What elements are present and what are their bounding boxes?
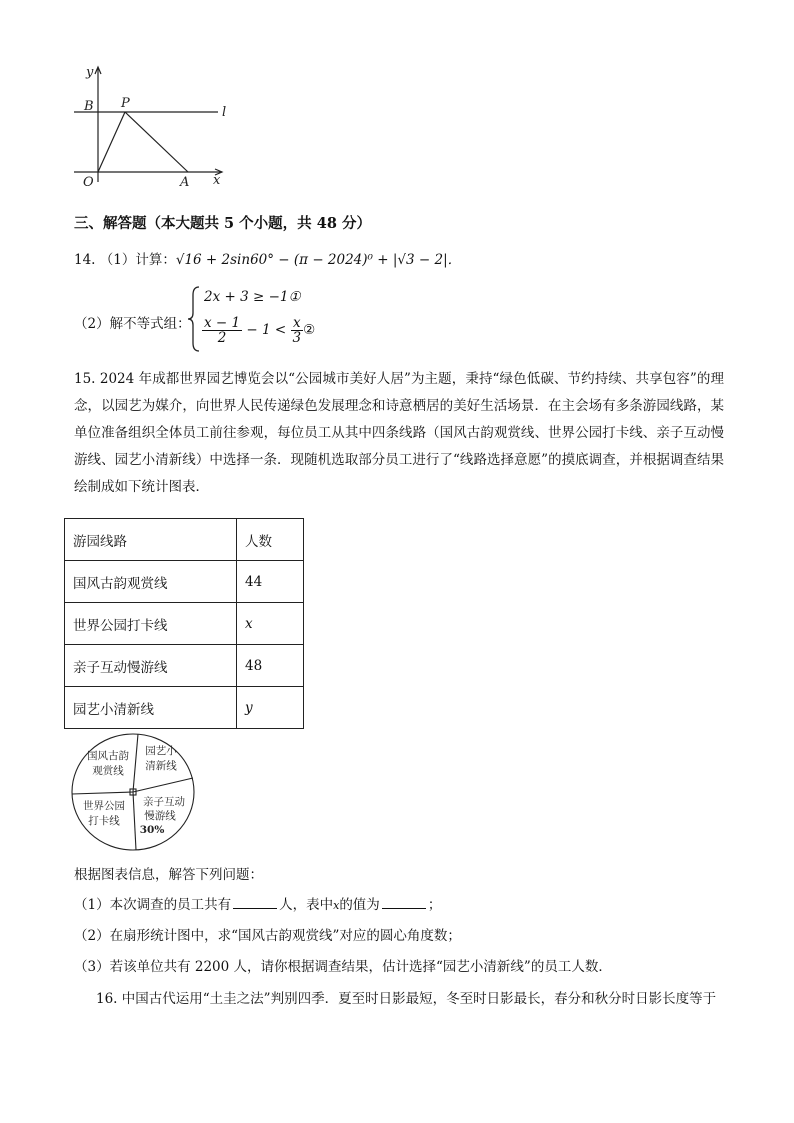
label-A: A: [180, 175, 190, 190]
table-cell: 亲子互动慢游线: [65, 645, 237, 687]
pie-divider-left: [72, 792, 133, 794]
q14-part1: [74, 248, 461, 268]
q15-sub2: （2）在扇形统计图中，求“国风古韵观赏线”对应的圆心角度数；: [74, 928, 461, 944]
segment-PA: [125, 112, 188, 172]
pie-divider-right: [133, 778, 193, 792]
q15-sub1: [74, 893, 441, 913]
table-cell: 48: [237, 645, 304, 687]
section-title: 三、解答题（本大题共 5 个小题，共 48 分）: [74, 215, 371, 232]
label-O: O: [83, 175, 94, 190]
pie-label-seg4-line1: 世界公园: [83, 800, 125, 812]
table-row: [65, 603, 304, 645]
fraction-b-numerator: x: [291, 316, 304, 331]
q15-text: 15. 2024 年成都世界园艺博览会以“公园城市美好人居”为主题，秉持“绿色低碳、节约持续、共享包容”的理念，以园艺为媒介，向世界人民传递绿色发展理念和诗意栖居的美好生活场景．在主会场有多条游园线路，某单位准备组织全体员工前往参观，每位员工从其中四条线路（国风古韵观赏线、世界公园打卡线、亲子互动慢游线、园艺小清新线）中选择一条．现随机选取部分员工进行了“线路选择意愿”的摸底调查，并根据调查结果绘制成如下统计图表．: [74, 371, 724, 495]
routes-table: [64, 518, 304, 729]
pie-label-seg1-line2: 观赏线: [92, 765, 124, 777]
pie-label-seg2-line1: 园艺小: [145, 745, 177, 757]
inequality-mark-2: ②: [303, 322, 316, 338]
pie-divider-top: [133, 734, 138, 792]
q15-sub1-text-c: 的值为: [339, 897, 380, 913]
answer-blank-total[interactable]: [233, 894, 277, 909]
pie-label-seg3-percent: 30%: [139, 824, 165, 836]
table-cell: y: [237, 687, 304, 729]
q16-text: 16. 中国古代运用“土圭之法”判别四季．夏至时日影最短，冬至时日影最长，春分和秋分时日影长度等于: [96, 991, 717, 1007]
table-cell: 世界公园打卡线: [65, 603, 237, 645]
table-header-row: [65, 519, 304, 561]
label-B: B: [84, 99, 94, 114]
segment-OP: [98, 112, 125, 172]
table-header-cell: 人数: [237, 519, 304, 561]
label-y: y: [86, 65, 94, 80]
table-cell: 44: [237, 561, 304, 603]
q15-lead: 根据图表信息，解答下列问题：: [74, 867, 263, 883]
label-P: P: [121, 96, 130, 111]
fraction-b-denominator: 3: [292, 330, 302, 346]
table-header-cell: 游园线路: [65, 519, 237, 561]
pie-divider-bottom: [133, 792, 136, 850]
pie-chart: [70, 732, 200, 854]
fraction-a-numerator: x − 1: [204, 315, 241, 331]
fraction-b: [291, 316, 304, 345]
q14-inequality-2: [202, 316, 315, 345]
pie-label-seg3-line2: 慢游线: [144, 810, 176, 822]
answer-blank-x[interactable]: [382, 894, 426, 909]
pie-label-seg2-line2: 清新线: [145, 760, 177, 772]
table-row: [65, 645, 304, 687]
label-x: x: [213, 173, 221, 188]
q14-part1-prefix: 14. （1）计算：: [74, 252, 176, 268]
pie-label-seg3-line1: 亲子互动: [143, 796, 185, 808]
table-cell: x: [237, 603, 304, 645]
inequality-middle: − 1 <: [246, 322, 287, 338]
q14-inequality-1: 2x + 3 ≥ −1①: [204, 289, 301, 305]
table-row: [65, 561, 304, 603]
fraction-a-denominator: 2: [217, 330, 227, 346]
table-cell: 园艺小清新线: [65, 687, 237, 729]
q15-sub3: （3）若该单位共有 2200 人，请你根据调查结果，估计选择“园艺小清新线”的员工人数．: [74, 959, 612, 975]
fraction-a: [202, 316, 242, 345]
table-cell: 国风古韵观赏线: [65, 561, 237, 603]
q15-sub1-text-a: （1）本次调查的员工共有: [74, 897, 232, 913]
q15-sub1-var: x: [333, 899, 340, 912]
label-l: l: [222, 105, 227, 120]
table-row: [65, 687, 304, 729]
pie-label-seg1-line1: 国风古韵: [87, 750, 129, 762]
pie-label-seg4-line2: 打卡线: [88, 815, 120, 827]
q15-sub1-text-b: 人，表中: [279, 897, 334, 913]
coordinate-figure: [70, 62, 240, 192]
q14-part1-expression: √16 + 2sin60° − (π − 2024)⁰ + |√3 − 2|．: [175, 252, 462, 268]
q15-sub1-text-d: ；: [427, 897, 442, 913]
brace-icon: [187, 285, 201, 353]
q14-part2-prefix: （2）解不等式组：: [74, 316, 191, 332]
